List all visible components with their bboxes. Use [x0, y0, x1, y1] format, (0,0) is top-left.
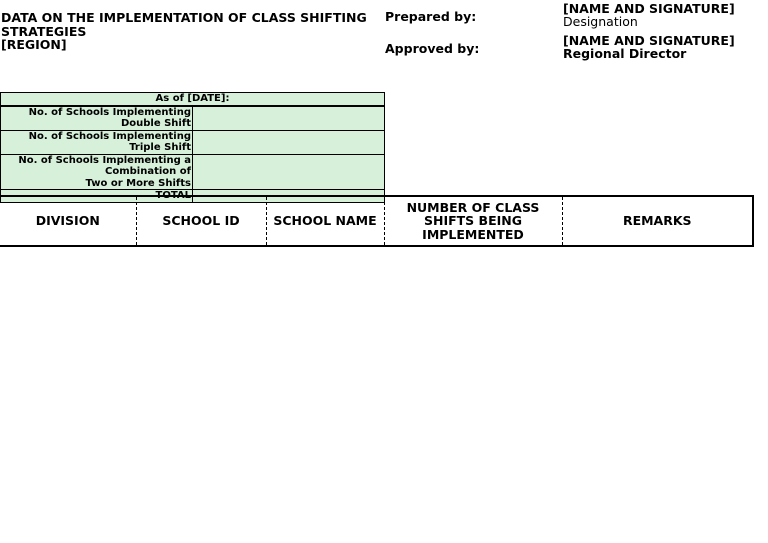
approved-by-designation: Regional Director — [563, 46, 687, 61]
prepared-by-label: Prepared by: — [385, 9, 477, 24]
column-header-class-shifts[interactable]: NUMBER OF CLASS SHIFTS BEING IMPLEMENTED — [384, 196, 562, 246]
summary-table — [0, 92, 385, 203]
column-header-school-id[interactable]: SCHOOL ID — [136, 196, 266, 246]
document-title — [1, 11, 371, 52]
column-header-school-name[interactable]: SCHOOL NAME — [266, 196, 384, 246]
approved-by-block — [563, 34, 735, 60]
summary-header-row — [1, 93, 385, 106]
double-shift-label: No. of Schools Implementing Double Shift — [1, 106, 193, 131]
schools-table — [0, 195, 754, 247]
combination-shift-value[interactable] — [193, 154, 385, 190]
as-of-date-cell: As of [DATE]: — [1, 93, 385, 106]
total-label: TOTAL — [1, 190, 193, 203]
approved-by-name: [NAME AND SIGNATURE] — [563, 33, 735, 48]
prepared-by-block — [563, 2, 735, 28]
title-line-1: DATA ON THE IMPLEMENTATION OF CLASS SHIFTING — [1, 10, 367, 25]
title-line-2: STRATEGIES — [1, 23, 87, 39]
column-header-division[interactable]: DIVISION — [0, 196, 136, 246]
triple-shift-value[interactable] — [193, 130, 385, 154]
combination-shift-label-line-2: Two or More Shifts — [85, 177, 191, 189]
summary-row — [1, 154, 385, 190]
prepared-by-name: [NAME AND SIGNATURE] — [563, 1, 735, 16]
double-shift-value[interactable] — [193, 106, 385, 131]
combination-shift-label — [1, 154, 193, 190]
triple-shift-label: No. of Schools Implementing Triple Shift — [1, 130, 193, 154]
prepared-by-designation: Designation — [563, 14, 638, 29]
summary-row — [1, 106, 385, 131]
summary-row — [1, 130, 385, 154]
combination-shift-label-line-1: No. of Schools Implementing a Combination of — [18, 154, 191, 177]
region-label: [REGION] — [1, 37, 67, 52]
schools-table-header-row — [0, 196, 753, 246]
column-header-remarks[interactable]: REMARKS — [562, 196, 753, 246]
approved-by-label: Approved by: — [385, 41, 480, 56]
